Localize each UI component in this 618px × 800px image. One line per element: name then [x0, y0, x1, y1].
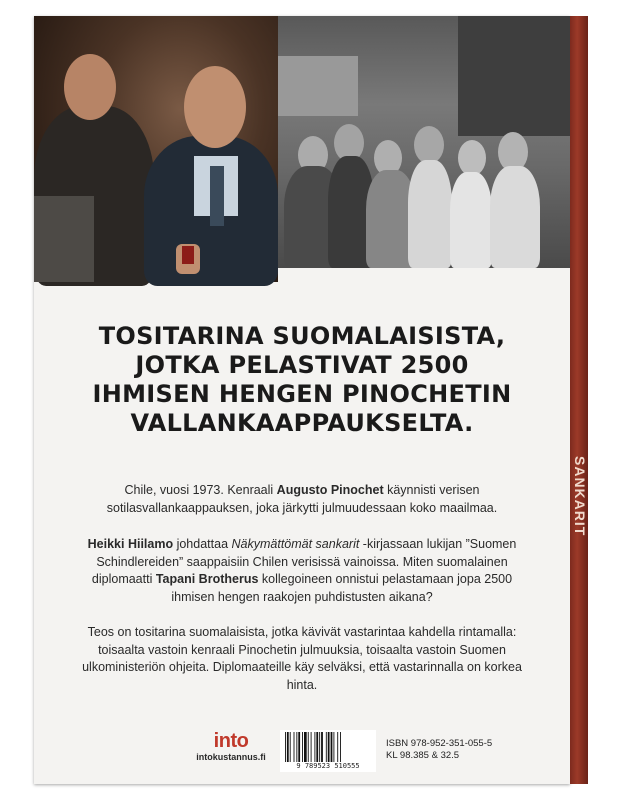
- back-cover-text: [34, 282, 570, 784]
- book-spine: [570, 16, 588, 784]
- isbn-info: [386, 738, 492, 762]
- book-back-cover: [34, 16, 570, 784]
- spine-title: SANKARIT: [572, 456, 588, 537]
- headline: TOSITARINA SUOMALAISISTA, JOTKA PELASTIVAT 2500 IHMISEN HENGEN PINOCHETIN VALLANKAAPPAUKSELTA.: [92, 322, 512, 437]
- barcode-number: 9 789523 510555: [296, 762, 360, 770]
- classification: KL 98.385 & 32.5: [386, 750, 460, 761]
- publisher-url: intokustannus.fi: [196, 752, 266, 762]
- publisher-logo: into intokustannus.fi: [196, 730, 266, 762]
- red-passport: [182, 246, 194, 264]
- blurb-paragraph-2: Heikki Hiilamo johdattaa Näkymättömät sankarit -kirjassaan lukijan ”Suomen Schindlereiden” saappaisiin Chilen verisissä vainoissa. Miten suomalainen diplomaatti Tapani Brotherus kollegoineen onnistui pelastamaan jopa 2500 ihmisen hengen raakojen puhdistusten aikana?: [87, 537, 517, 604]
- cover-photo-men: [34, 16, 278, 282]
- barcode: [280, 730, 376, 772]
- blurb-paragraph-3: Teos on tositarina suomalaisista, jotka kävivät vastarintaa kahdella rintamalla: toisaalta vastoin kenraali Pinochetin julmuuksia, toisaalta vastoin Suomen ulkoministeriön ohjeita. Diplomaateille käy selväksi, että vastarinnalla on korkea hinta.: [82, 625, 522, 692]
- blurb-paragraph-1: Chile, vuosi 1973. Kenraali Augusto Pinochet käynnisti verisen sotilasvallankaappauksen, joka järkytti julmuudessaan koko maailmaa.: [106, 483, 498, 515]
- isbn-number: ISBN 978-952-351-055-5: [386, 738, 493, 749]
- cover-photo-group: [278, 16, 570, 268]
- barcode-bars: [284, 732, 372, 762]
